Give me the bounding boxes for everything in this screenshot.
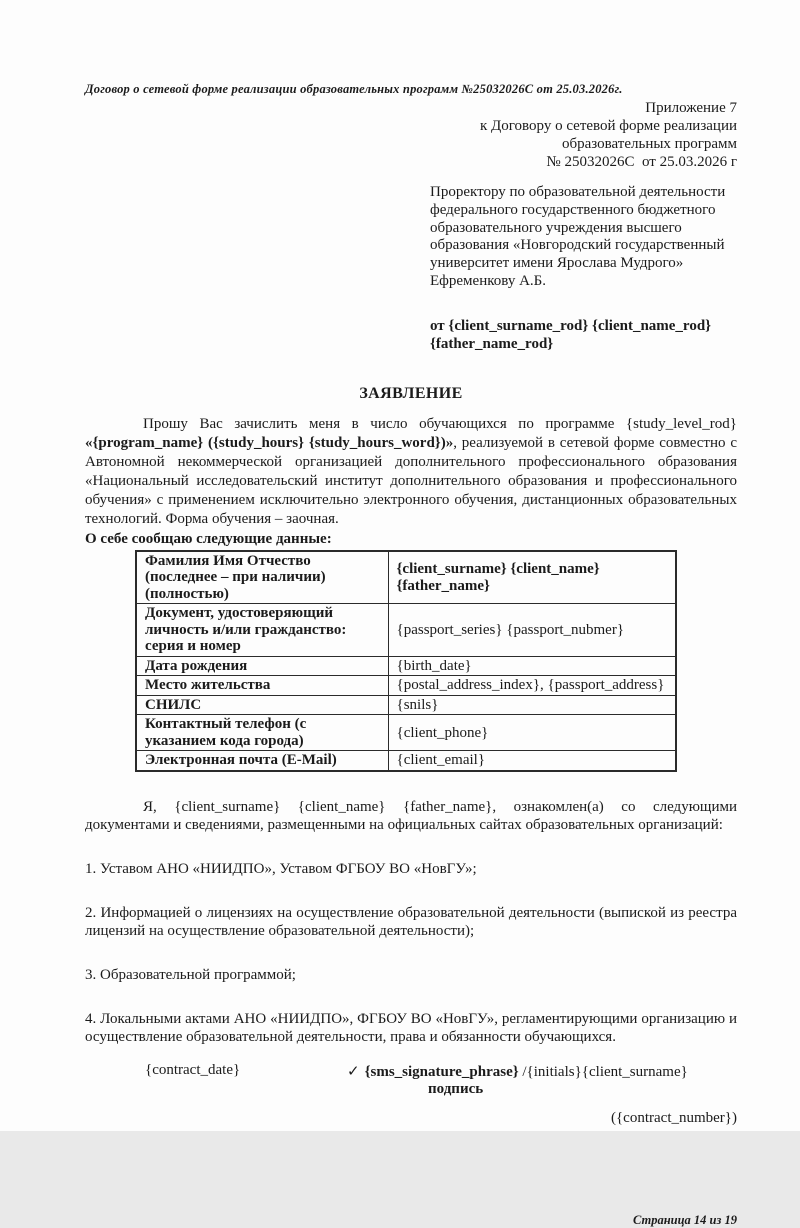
- row-value: {client_surname} {client_name} {father_name}: [388, 551, 676, 604]
- acknowledgement-item: 4. Локальными актами АНО «НИИДПО», ФГБОУ ВО «НовГУ», регламентирующими организацию и осуществление образовательной деятельности, права и обязанности обучающихся.: [85, 1010, 737, 1045]
- row-value: {birth_date}: [388, 656, 676, 676]
- sms-signature-phrase: {sms_signature_phrase}: [364, 1063, 519, 1080]
- row-value: {client_phone}: [388, 715, 676, 751]
- addressee-line: Ефременкову А.Б.: [430, 272, 547, 289]
- row-label: Документ, удостоверяющий личность и/или гражданство: серия и номер: [136, 604, 388, 657]
- checkmark-icon: ✓: [347, 1063, 360, 1080]
- signature-section: [85, 1062, 737, 1104]
- personal-data-intro: О себе сообщаю следующие данные:: [85, 530, 332, 547]
- contract-number: ({contract_number}): [610, 1109, 737, 1126]
- addressee-line: университет имени Ярослава Мудрого»: [430, 255, 684, 272]
- contract-reference-line: Договор о сетевой форме реализации образовательных программ №25032026С от 25.03.2026г.: [85, 82, 623, 96]
- acknowledgement-intro: Я, {client_surname} {client_name} {father_name}, ознакомлен(а) со следующими документами и сведениями, размещенными на официальных сайтах образовательных организаций:: [85, 798, 737, 833]
- acknowledgement-item: 3. Образовательной программой;: [85, 966, 296, 983]
- row-value: {postal_address_index}, {passport_address}: [388, 676, 676, 696]
- table-row-snils: [136, 695, 676, 715]
- appendix-block: [85, 99, 737, 171]
- addressee-line: образования «Новгородский государственный: [430, 237, 725, 254]
- signature-initials: /{initials}{client_surname}: [518, 1063, 688, 1080]
- request-text-start: Прошу Вас зачислить меня в число обучающихся по программе {study_level_rod}: [143, 415, 737, 432]
- row-label: Фамилия Имя Отчество (последнее – при наличии) (полностью): [136, 551, 388, 604]
- program-name-placeholder: «{program_name} ({study_hours} {study_hours_word})»: [85, 434, 454, 451]
- acknowledgement-item: 2. Информацией о лицензиях на осуществление образовательной деятельности (выпиской из реестра лицензий на осуществление образовательной деятельности);: [85, 904, 737, 939]
- row-label: Электронная почта (E-Mail): [136, 751, 388, 771]
- row-label: Место жительства: [136, 676, 388, 696]
- appendix-line: к Договору о сетевой форме реализации: [480, 118, 737, 134]
- from-line: {father_name_rod}: [430, 335, 554, 352]
- row-value: {client_email}: [388, 751, 676, 771]
- addressee-line: Проректору по образовательной деятельности: [430, 184, 726, 200]
- row-label: Контактный телефон (с указанием кода города): [136, 715, 388, 751]
- row-value: {passport_series} {passport_nubmer}: [388, 604, 676, 657]
- page-footer: Страница 14 из 19: [632, 1212, 737, 1227]
- document-title: ЗАЯВЛЕНИЕ: [359, 384, 463, 402]
- addressee-line: образовательного учреждения высшего: [430, 219, 682, 236]
- contract-date: {contract_date}: [145, 1061, 241, 1078]
- personal-data-table: [135, 550, 677, 772]
- table-row-email: [136, 751, 676, 771]
- appendix-contract-number-line: № 25032026С от 25.03.2026 г: [546, 154, 737, 170]
- addressee-line: федерального государственного бюджетного: [430, 201, 716, 218]
- table-row-full-name: [136, 551, 676, 604]
- addressee-block: [430, 184, 737, 291]
- table-row-residence: [136, 676, 676, 696]
- appendix-line: образовательных программ: [562, 136, 737, 152]
- table-row-phone: [136, 715, 676, 751]
- row-label: СНИЛС: [136, 695, 388, 715]
- appendix-line: Приложение 7: [645, 100, 737, 116]
- table-row-identity-document: [136, 604, 676, 657]
- applicant-from-block: [430, 317, 737, 353]
- row-label: Дата рождения: [136, 656, 388, 676]
- signature-line: [347, 1062, 688, 1081]
- row-value: {snils}: [388, 695, 676, 715]
- request-text-end: , реализуемой в сетевой форме совместно с Автономной некоммерческой организацией дополнительного профессионального образования «Национальный исследовательский институт дополнительного образования и профессионального обучения» с применением исключительно электронного обучения, дистанционных образовательных технологий. Форма обучения – заочная.: [85, 434, 737, 527]
- from-line: от {client_surname_rod} {client_name_rod}: [430, 317, 712, 334]
- signature-caption: подпись: [428, 1080, 484, 1097]
- request-paragraph: [85, 415, 737, 529]
- table-row-birth-date: [136, 656, 676, 676]
- acknowledgement-item: 1. Уставом АНО «НИИДПО», Уставом ФГБОУ ВО «НовГУ»;: [85, 860, 477, 877]
